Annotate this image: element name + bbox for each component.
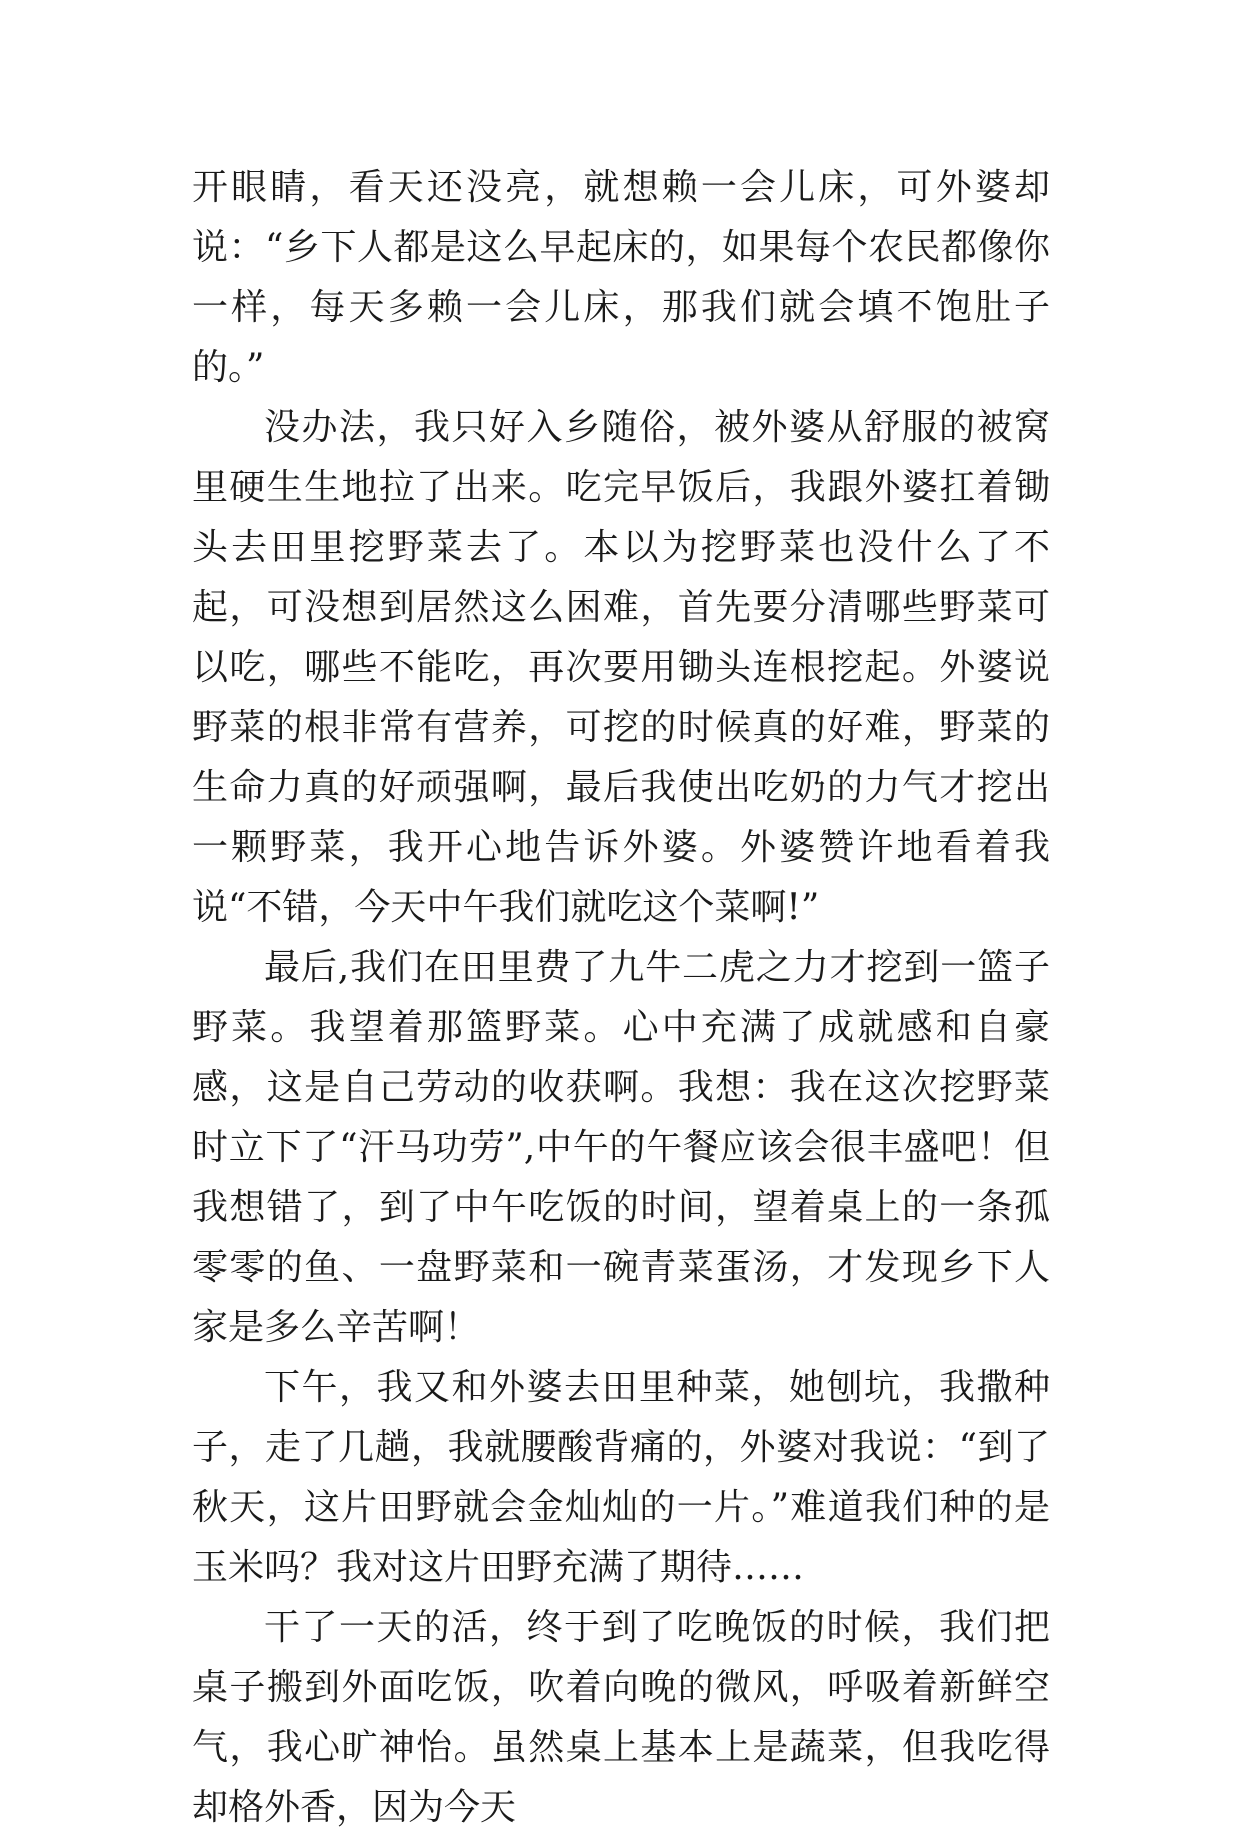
paragraph-basket-of-vegetables: 最后,我们在田里费了九牛二虎之力才挖到一篮子野菜。我望着那篮野菜。心中充满了成就感和自豪感，这是自己劳动的收获啊。我想：我在这次挖野菜时立下了“汗马功劳”,中午的午餐应该会很丰盛吧！但我想错了，到了中午吃饭的时间，望着桌上的一条孤零零的鱼、一盘野菜和一碗青菜蛋汤，才发现乡下人家是多么辛苦啊！ [192,947,1050,1348]
body-text [192,158,1050,1838]
paragraph-dinner-outside: 干了一天的活，终于到了吃晚饭的时候，我们把桌子搬到外面吃饭，吹着向晚的微风，呼吸着新鲜空气，我心旷神怡。虽然桌上基本上是蔬菜，但我吃得却格外香，因为今天 [192,1607,1050,1828]
paragraph-continuation: 开眼睛，看天还没亮，就想赖一会儿床，可外婆却说：“乡下人都是这么早起床的，如果每个农民都像你一样，每天多赖一会儿床，那我们就会填不饱肚子的。” [192,167,1050,388]
paragraph-afternoon-planting: 下午，我又和外婆去田里种菜，她刨坑，我撒种子，走了几趟，我就腰酸背痛的，外婆对我说：“到了秋天，这片田野就会金灿灿的一片。”难道我们种的是玉米吗？我对这片田野充满了期待…… [192,1367,1050,1588]
paragraph-digging-wild-vegetables: 没办法，我只好入乡随俗，被外婆从舒服的被窝里硬生生地拉了出来。吃完早饭后，我跟外婆扛着锄头去田里挖野菜去了。本以为挖野菜也没什么了不起，可没想到居然这么困难，首先要分清哪些野菜可以吃，哪些不能吃，再次要用锄头连根挖起。外婆说野菜的根非常有营养，可挖的时候真的好难，野菜的生命力真的好顽强啊，最后我使出吃奶的力气才挖出一颗野菜，我开心地告诉外婆。外婆赞许地看着我说“不错，今天中午我们就吃这个菜啊!” [192,407,1050,928]
